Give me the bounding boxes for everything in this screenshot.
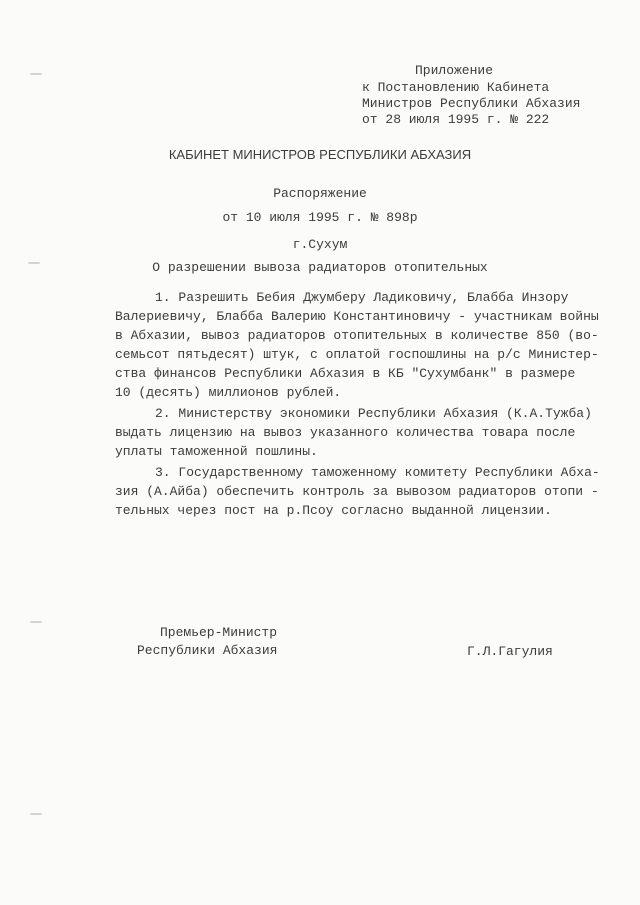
appendix-line-2: к Постановлению Кабинета — [362, 80, 550, 95]
document-city: г.Сухум — [292, 237, 348, 252]
punch-mark-bottom — [30, 813, 42, 815]
signatory-title-line-2: Республики Абхазия — [137, 643, 278, 658]
appendix-line-1: Приложение — [415, 63, 494, 78]
document-subject: О разрешении вывоза радиаторов отопительных — [152, 260, 488, 275]
paragraph-2-line-2: выдать лицензию на вывоз указанного количества товара после — [115, 425, 576, 440]
paragraph-1-line-6: 10 (десять) миллионов рублей. — [115, 385, 342, 400]
punch-mark-lower — [30, 621, 42, 623]
organization-title: КАБИНЕТ МИНИСТРОВ РЕСПУБЛИКИ АБХАЗИЯ — [168, 147, 472, 162]
paragraph-2-line-1: 2. Министерству экономики Республики Абхазия (К.А.Тужба) — [155, 406, 592, 421]
paragraph-1-line-5: ства финансов Республики Абхазия в КБ "Сухумбанк" в размере — [115, 366, 576, 381]
signatory-title-line-1: Премьер-Министр — [160, 625, 278, 640]
paragraph-2-line-3: уплаты таможенной пошлины. — [115, 444, 318, 459]
paragraph-1-line-4: семьсот пятьдесят) штук, с оплатой госпошлины на р/с Министер- — [115, 347, 599, 362]
paragraph-3-line-1: 3. Государственному таможенному комитету Республики Абха- — [155, 465, 600, 480]
paragraph-3-line-2: зия (А.Айба) обеспечить контроль за вывозом радиаторов отопи - — [115, 484, 599, 499]
document-type: Распоряжение — [273, 186, 367, 201]
document-date-number: от 10 июля 1995 г. № 898р — [222, 210, 418, 225]
signatory-name: Г.Л.Гагулия — [467, 644, 553, 659]
appendix-line-3: Министров Республики Абхазия — [362, 96, 581, 111]
paragraph-1-line-1: 1. Разрешить Бебия Джумберу Ладиковичу, Блабба Инзору — [155, 290, 569, 305]
punch-mark-top — [30, 73, 42, 75]
paragraph-1-line-2: Валериевичу, Блабба Валерию Константиновичу - участникам войны — [115, 309, 599, 324]
paragraph-1-line-3: в Абхазии, вывоз радиаторов отопительных в количестве 850 (во- — [115, 328, 599, 343]
paragraph-3-line-3: тельных через пост на р.Псоу согласно выданной лицензии. — [115, 503, 552, 518]
appendix-line-4: от 28 июля 1995 г. № 222 — [362, 112, 550, 127]
